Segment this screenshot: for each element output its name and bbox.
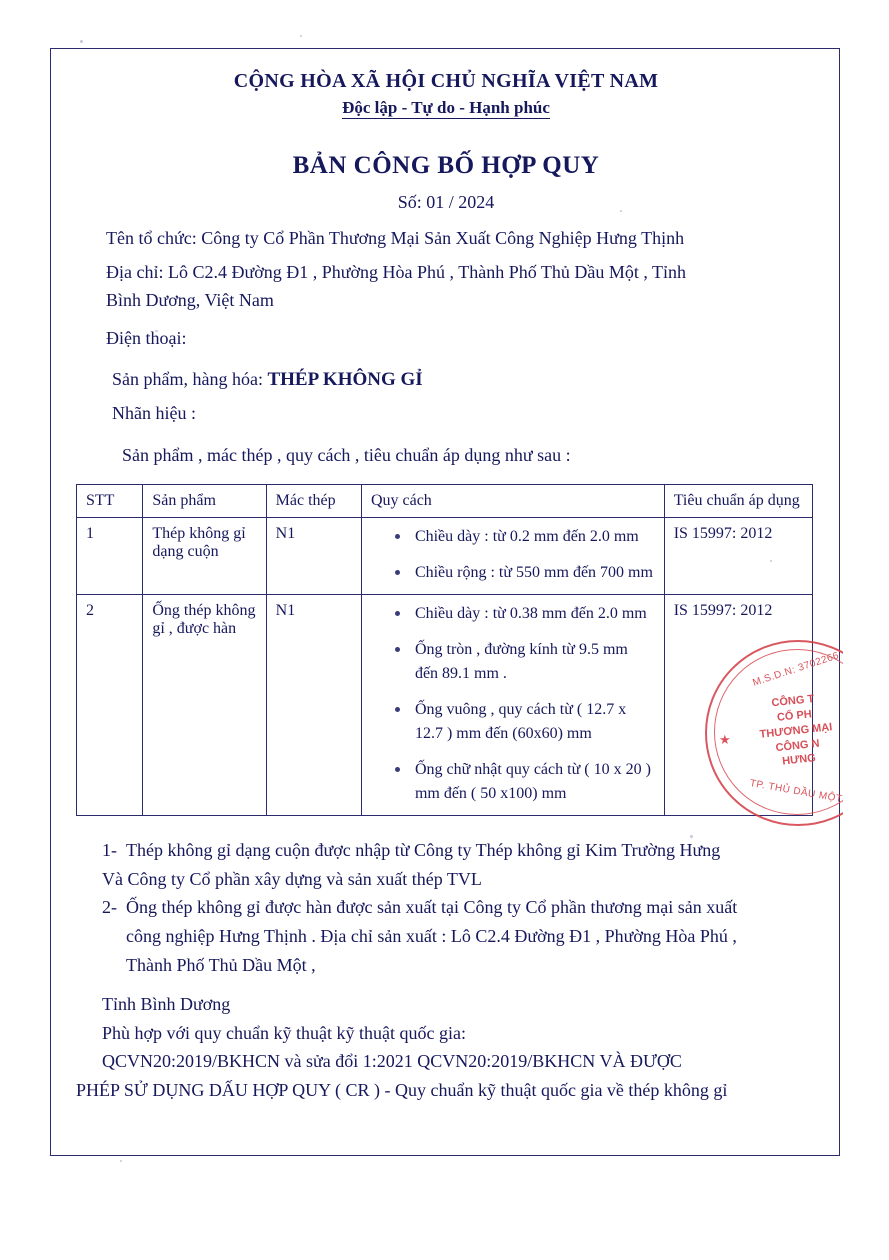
- stamp-registration-number: M.S.D.N: 3702266: [751, 650, 841, 689]
- organization-address-line-2: Bình Dương, Việt Nam: [106, 289, 274, 310]
- note-2-number: 2-: [102, 897, 117, 918]
- stamp-company-text: CÔNG T CỔ PH THƯƠNG MẠI CÔNG N HƯNG: [759, 692, 833, 768]
- document-number: Số: 01 / 2024: [397, 192, 495, 212]
- table-row: [77, 594, 813, 815]
- table-header-stt: STT: [77, 484, 143, 517]
- row-1-product: Thép không gỉ dạng cuộn: [143, 517, 266, 594]
- note-1-line-1: Thép không gỉ dạng cuộn được nhập từ Công ty Thép không gỉ Kim Trường Hưng: [126, 839, 721, 860]
- product-label: Sản phẩm, hàng hóa:: [112, 368, 263, 389]
- row-2-spec-item: Chiều dày : từ 0.38 mm đến 2.0 mm: [393, 602, 655, 626]
- note-2-line-1: Ống thép không gỉ được hàn được sản xuất tại Công ty Cổ phần thương mại sản xuất: [126, 897, 738, 918]
- specification-table: [76, 484, 813, 816]
- table-header-spec: Quy cách: [361, 484, 664, 517]
- page-edge-mask: [843, 620, 889, 850]
- row-2-product: Ống thép không gỉ , được hàn: [143, 594, 266, 815]
- organization-address-line-1: Địa chỉ: Lô C2.4 Đường Đ1 , Phường Hòa Phú , Thành Phố Thủ Dầu Một , Tỉnh: [106, 261, 687, 282]
- row-1-grade: N1: [266, 517, 361, 594]
- row-2-spec-item: Ống vuông , quy cách từ ( 12.7 x 12.7 ) mm đến (60x60) mm: [393, 698, 655, 746]
- document-content: [76, 62, 816, 1105]
- table-row: [77, 517, 813, 594]
- notes-section: [76, 836, 816, 980]
- row-1-spec-item: Chiều dày : từ 0.2 mm đến 2.0 mm: [393, 525, 655, 549]
- row-2-spec: [361, 594, 664, 815]
- final-section: [76, 990, 816, 1105]
- note-1-line-2: Và Công ty Cổ phần xây dựng và sản xuất thép TVL: [102, 868, 482, 889]
- product-value: THÉP KHÔNG GỈ: [267, 368, 423, 390]
- row-1-standard: IS 15997: 2012: [664, 517, 812, 594]
- star-icon: ★: [719, 732, 731, 747]
- conformity-label: Phù hợp với quy chuẩn kỹ thuật kỹ thuật quốc gia:: [102, 1022, 466, 1043]
- row-2-stt: 2: [77, 594, 143, 815]
- row-1-spec-item: Chiều rộng : từ 550 mm đến 700 mm: [393, 561, 655, 585]
- organization-name: Tên tổ chức: Công ty Cổ Phần Thương Mại Sản Xuất Công Nghiệp Hưng Thịnh: [106, 228, 685, 248]
- stamp-location-text: TP. THỦ DẦU MỘT: [748, 777, 844, 806]
- brand-label: Nhãn hiệu :: [112, 403, 196, 423]
- row-2-spec-item: Ống chữ nhật quy cách từ ( 10 x 20 ) mm đến ( 50 x100) mm: [393, 758, 655, 806]
- note-item: [76, 836, 816, 865]
- standard-line-1: QCVN20:2019/BKHCN và sửa đổi 1:2021 QCVN20:2019/BKHCN VÀ ĐƯỢC: [102, 1051, 682, 1072]
- standard-line-2: PHÉP SỬ DỤNG DẤU HỢP QUY ( CR ) - Quy chuẩn kỹ thuật quốc gia về thép không gỉ: [76, 1080, 728, 1101]
- note-1-number: 1-: [102, 839, 117, 860]
- note-2-line-3: Thành Phố Thủ Dầu Một ,: [126, 954, 316, 975]
- spec-intro: Sản phẩm , mác thép , quy cách , tiêu chuẩn áp dụng như sau :: [122, 444, 571, 465]
- table-header-grade: Mác thép: [266, 484, 361, 517]
- note-item: [76, 893, 816, 922]
- national-heading: CỘNG HÒA XÃ HỘI CHỦ NGHĨA VIỆT NAM: [233, 70, 659, 92]
- row-1-spec: [361, 517, 664, 594]
- row-2-standard: IS 15997: 2012: [664, 594, 812, 815]
- province-line: Tỉnh Bình Dương: [102, 993, 231, 1014]
- table-header-standard: Tiêu chuẩn áp dụng: [664, 484, 812, 517]
- organization-phone: Điện thoại:: [106, 327, 187, 348]
- row-2-grade: N1: [266, 594, 361, 815]
- row-2-spec-item: Ống tròn , đường kính từ 9.5 mm đến 89.1 mm .: [393, 638, 655, 686]
- table-header-row: [77, 484, 813, 517]
- national-motto: Độc lập - Tự do - Hạnh phúc: [342, 98, 550, 117]
- table-header-product: Sản phẩm: [143, 484, 266, 517]
- note-2-line-2: công nghiệp Hưng Thịnh . Địa chỉ sản xuất : Lô C2.4 Đường Đ1 , Phường Hòa Phú ,: [126, 926, 737, 947]
- document-title: BẢN CÔNG BỐ HỢP QUY: [292, 152, 600, 179]
- row-1-stt: 1: [77, 517, 143, 594]
